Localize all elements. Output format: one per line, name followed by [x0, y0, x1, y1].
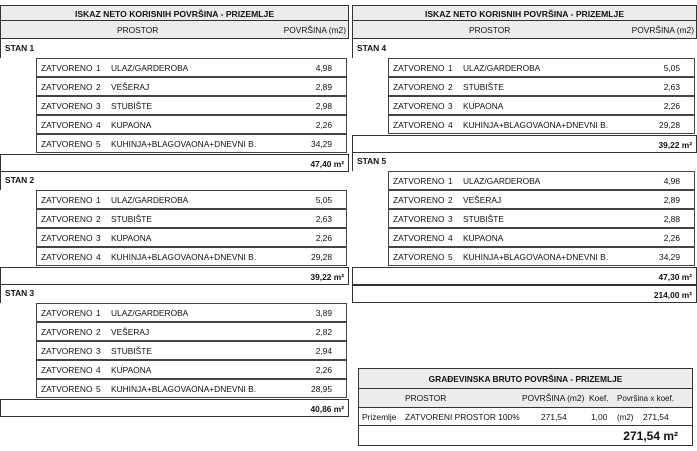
table-row [36, 209, 347, 228]
cell-area: 2,89 [315, 82, 332, 92]
cell-number: 4 [96, 252, 101, 262]
table-row [36, 115, 347, 134]
cell-room-name: ULAZ/GARDEROBA [111, 195, 189, 205]
bruto-row-prostor: ZATVORENI PROSTOR 100% [405, 412, 520, 422]
cell-area: 4,98 [663, 176, 680, 186]
cell-number: 1 [96, 63, 101, 73]
cell-area: 3,89 [315, 308, 332, 318]
cell-room-name: STUBIŠTE [463, 82, 504, 92]
cell-zatvoreno: ZATVORENO [393, 82, 445, 92]
cell-zatvoreno: ZATVORENO [41, 120, 93, 130]
cell-number: 3 [448, 101, 453, 111]
table-row [388, 247, 695, 266]
cell-area: 2,26 [663, 233, 680, 243]
cell-number: 4 [96, 365, 101, 375]
cell-zatvoreno: ZATVORENO [393, 214, 445, 224]
right-table-title: ISKAZ NETO KORISNIH POVRŠINA - PRIZEMLJE [352, 5, 697, 21]
cell-area: 2,63 [315, 214, 332, 224]
cell-number: 2 [448, 195, 453, 205]
stan-total: 40,86 m² [0, 399, 349, 417]
cell-number: 1 [448, 176, 453, 186]
cell-area: 2,88 [663, 214, 680, 224]
cell-zatvoreno: ZATVORENO [41, 195, 93, 205]
cell-number: 3 [96, 233, 101, 243]
grand-total: 214,00 m² [352, 285, 697, 303]
table-row [388, 171, 695, 190]
col-povrsina: POVRŠINA (m2) [283, 25, 346, 35]
cell-area: 4,98 [315, 63, 332, 73]
cell-zatvoreno: ZATVORENO [393, 195, 445, 205]
col-povrsina: POVRŠINA (m2) [631, 25, 694, 35]
stan-label: STAN 2 [0, 171, 349, 190]
bruto-col-koef: Koef. [589, 393, 609, 403]
cell-room-name: ULAZ/GARDEROBA [463, 176, 541, 186]
bruto-row-pxk: 271,54 [643, 412, 669, 422]
cell-number: 4 [96, 120, 101, 130]
cell-zatvoreno: ZATVORENO [41, 327, 93, 337]
cell-room-name: ULAZ/GARDEROBA [111, 308, 189, 318]
col-prostor: PROSTOR [117, 25, 159, 35]
cell-room-name: KUHINJA+BLAGOVAONA+DNEVNI B. [111, 384, 257, 394]
cell-area: 2,26 [663, 101, 680, 111]
bruto-col-povrsina: POVRŠINA (m2) [522, 393, 585, 403]
cell-area: 2,26 [315, 233, 332, 243]
cell-zatvoreno: ZATVORENO [41, 233, 93, 243]
stan-total: 47,40 m² [0, 154, 349, 172]
stan-label: STAN 4 [352, 39, 697, 58]
cell-number: 1 [96, 195, 101, 205]
cell-zatvoreno: ZATVORENO [41, 139, 93, 149]
cell-area: 34,29 [659, 252, 680, 262]
cell-room-name: KUHINJA+BLAGOVAONA+DNEVNI B. [111, 252, 257, 262]
cell-area: 29,28 [311, 252, 332, 262]
cell-zatvoreno: ZATVORENO [41, 308, 93, 318]
cell-room-name: KUHINJA+BLAGOVAONA+DNEVNI B. [463, 252, 609, 262]
cell-number: 3 [96, 346, 101, 356]
table-row [36, 247, 347, 266]
cell-area: 2,26 [315, 120, 332, 130]
table-row [36, 134, 347, 153]
cell-room-name: KUPAONA [111, 233, 152, 243]
cell-number: 2 [96, 327, 101, 337]
bruto-col-pxk: Površina x koef. (m2) [617, 394, 674, 422]
cell-room-name: KUPAONA [463, 233, 504, 243]
table-row [36, 228, 347, 247]
table-row [36, 322, 347, 341]
right-table-header [352, 21, 697, 39]
table-row [388, 228, 695, 247]
bruto-row-koef: 1,00 [591, 412, 608, 422]
cell-zatvoreno: ZATVORENO [41, 365, 93, 375]
cell-zatvoreno: ZATVORENO [41, 101, 93, 111]
cell-zatvoreno: ZATVORENO [393, 176, 445, 186]
cell-area: 5,05 [663, 63, 680, 73]
cell-number: 3 [448, 214, 453, 224]
table-row [36, 303, 347, 322]
stan-total: 39,22 m² [0, 267, 349, 285]
table-row [36, 360, 347, 379]
cell-zatvoreno: ZATVORENO [41, 214, 93, 224]
cell-area: 2,98 [315, 101, 332, 111]
table-row [36, 341, 347, 360]
cell-room-name: KUHINJA+BLAGOVAONA+DNEVNI B. [463, 120, 609, 130]
bruto-table [358, 368, 693, 446]
cell-area: 29,28 [659, 120, 680, 130]
cell-area: 2,63 [663, 82, 680, 92]
cell-room-name: ULAZ/GARDEROBA [111, 63, 189, 73]
left-table [0, 0, 349, 424]
cell-area: 5,05 [315, 195, 332, 205]
left-table-header [0, 21, 349, 39]
cell-number: 3 [96, 101, 101, 111]
bruto-row-label: Prizemlje [362, 412, 397, 422]
cell-area: 2,82 [315, 327, 332, 337]
stan-label: STAN 5 [352, 152, 697, 171]
left-table-title: ISKAZ NETO KORISNIH POVRŠINA - PRIZEMLJE [0, 5, 349, 21]
cell-zatvoreno: ZATVORENO [393, 233, 445, 243]
bruto-total: 271,54 m² [623, 429, 678, 443]
table-row [388, 58, 695, 77]
table-row [388, 96, 695, 115]
table-row [388, 190, 695, 209]
col-prostor: PROSTOR [469, 25, 511, 35]
cell-room-name: KUPAONA [111, 120, 152, 130]
cell-zatvoreno: ZATVORENO [41, 63, 93, 73]
table-row [388, 115, 695, 134]
cell-area: 2,94 [315, 346, 332, 356]
cell-area: 28,95 [311, 384, 332, 394]
cell-room-name: VEŠERAJ [463, 195, 502, 205]
bruto-row-povrsina: 271,54 [541, 412, 567, 422]
cell-zatvoreno: ZATVORENO [393, 101, 445, 111]
cell-room-name: ULAZ/GARDEROBA [463, 63, 541, 73]
cell-room-name: VEŠERAJ [111, 82, 150, 92]
stan-total: 47,30 m² [352, 267, 697, 285]
cell-area: 2,26 [315, 365, 332, 375]
bruto-title: GRAĐEVINSKA BRUTO POVRŠINA - PRIZEMLJE [359, 369, 692, 389]
table-row [388, 77, 695, 96]
cell-area: 34,29 [311, 139, 332, 149]
table-row [388, 209, 695, 228]
table-row [36, 96, 347, 115]
cell-room-name: KUPAONA [463, 101, 504, 111]
cell-number: 4 [448, 233, 453, 243]
cell-zatvoreno: ZATVORENO [41, 384, 93, 394]
cell-zatvoreno: ZATVORENO [41, 346, 93, 356]
cell-room-name: VEŠERAJ [111, 327, 150, 337]
cell-number: 2 [96, 214, 101, 224]
cell-zatvoreno: ZATVORENO [393, 63, 445, 73]
table-row [36, 77, 347, 96]
right-table [352, 0, 697, 340]
cell-number: 2 [448, 82, 453, 92]
bruto-col-prostor: PROSTOR [405, 393, 447, 403]
table-row [36, 190, 347, 209]
cell-number: 4 [448, 120, 453, 130]
cell-area: 2,89 [663, 195, 680, 205]
cell-room-name: KUPAONA [111, 365, 152, 375]
cell-number: 2 [96, 82, 101, 92]
cell-number: 1 [96, 308, 101, 318]
table-row [36, 379, 347, 398]
cell-number: 5 [96, 139, 101, 149]
stan-label: STAN 3 [0, 284, 349, 303]
cell-room-name: STUBIŠTE [463, 214, 504, 224]
bruto-row [359, 408, 692, 426]
cell-zatvoreno: ZATVORENO [41, 82, 93, 92]
cell-room-name: STUBIŠTE [111, 346, 152, 356]
cell-number: 1 [448, 63, 453, 73]
table-row [36, 58, 347, 77]
stan-total: 39,22 m² [352, 135, 697, 153]
cell-number: 5 [448, 252, 453, 262]
cell-zatvoreno: ZATVORENO [393, 252, 445, 262]
cell-room-name: STUBIŠTE [111, 101, 152, 111]
stan-label: STAN 1 [0, 39, 349, 58]
cell-zatvoreno: ZATVORENO [41, 252, 93, 262]
cell-number: 5 [96, 384, 101, 394]
cell-room-name: KUHINJA+BLAGOVAONA+DNEVNI B. [111, 139, 257, 149]
cell-zatvoreno: ZATVORENO [393, 120, 445, 130]
cell-room-name: STUBIŠTE [111, 214, 152, 224]
